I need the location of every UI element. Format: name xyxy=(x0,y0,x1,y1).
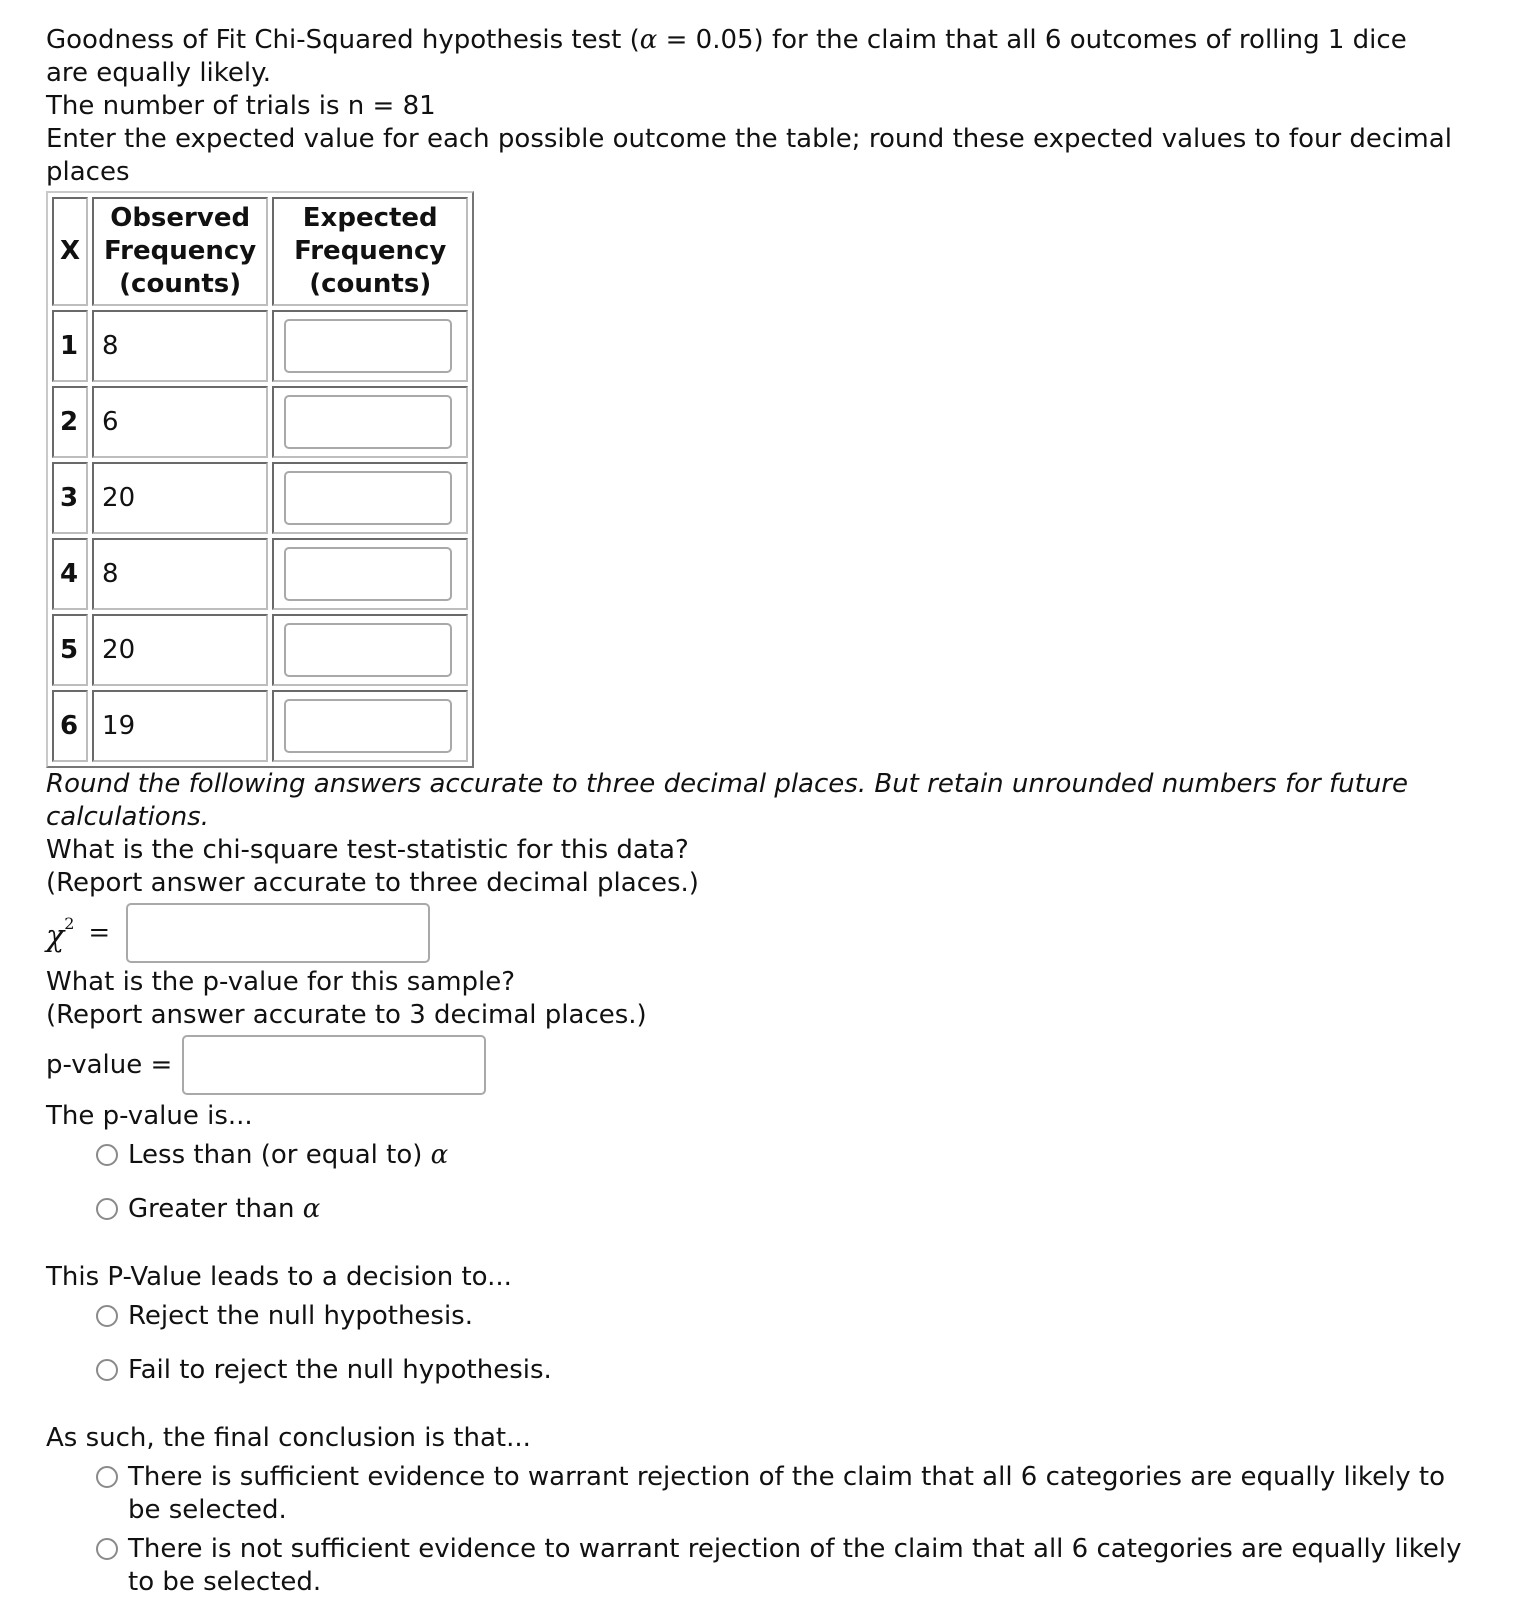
option-not-sufficient-evidence[interactable]: There is not sufficient evidence to warrant rejection of the claim that all 6 categories are equally likely to be selected. xyxy=(96,1533,1476,1599)
p-compare-prompt: The p-value is... xyxy=(46,1101,253,1131)
rounding-note-line-1: Round the following answers accurate to three decimal places. But retain unrounded numbers for future xyxy=(46,769,1408,799)
radio-button[interactable] xyxy=(96,1466,118,1488)
header-observed: Observed Frequency (counts) xyxy=(92,197,268,306)
table-row xyxy=(52,690,468,762)
trials-text: The number of trials is n = 81 xyxy=(46,91,436,121)
row-observed-value: 8 xyxy=(92,310,268,382)
alpha-symbol: α xyxy=(639,25,658,55)
row-x-value: 1 xyxy=(52,310,88,382)
row-x-value: 5 xyxy=(52,614,88,686)
p-report-note: (Report answer accurate to 3 decimal places.) xyxy=(46,1000,647,1030)
row-observed-value: 6 xyxy=(92,386,268,458)
alpha-symbol: α xyxy=(302,1194,321,1224)
table-row xyxy=(52,386,468,458)
expected-input-5[interactable] xyxy=(284,623,452,677)
radio-button[interactable] xyxy=(96,1359,118,1381)
decision-options xyxy=(96,1300,1476,1408)
table-row xyxy=(52,614,468,686)
decision-prompt: This P-Value leads to a decision to... xyxy=(46,1262,512,1292)
option-less-than-alpha[interactable]: Less than (or equal to) α xyxy=(96,1139,1476,1193)
instruction-line-2: places xyxy=(46,157,130,187)
frequency-table xyxy=(46,191,474,768)
chi-report-note: (Report answer accurate to three decimal places.) xyxy=(46,868,699,898)
chi-square-input[interactable] xyxy=(126,903,430,963)
rounding-note-line-2: calculations. xyxy=(46,802,209,832)
row-x-value: 4 xyxy=(52,538,88,610)
p-value-label: p-value = xyxy=(46,1049,173,1080)
intro-line-1: Goodness of Fit Chi-Squared hypothesis test (α = 0.05) for the claim that all 6 outcomes of rolling 1 dice xyxy=(46,25,1407,55)
question-body xyxy=(46,24,1476,1599)
row-observed-value: 8 xyxy=(92,538,268,610)
option-sufficient-evidence[interactable]: There is sufficient evidence to warrant rejection of the claim that all 6 categories are equally likely to be selected. xyxy=(96,1461,1476,1527)
conclusion-prompt: As such, the final conclusion is that... xyxy=(46,1423,531,1453)
row-observed-value: 19 xyxy=(92,690,268,762)
option-fail-to-reject-null[interactable]: Fail to reject the null hypothesis. xyxy=(96,1354,1476,1408)
header-expected: Expected Frequency (counts) xyxy=(272,197,468,306)
table-header-row xyxy=(52,197,468,306)
chi-answer-row xyxy=(46,900,1476,966)
instruction-line-1: Enter the expected value for each possible outcome the table; round these expected values to four decimal xyxy=(46,124,1452,154)
row-x-value: 6 xyxy=(52,690,88,762)
option-greater-than-alpha[interactable]: Greater than α xyxy=(96,1193,1476,1247)
table-row xyxy=(52,310,468,382)
radio-button[interactable] xyxy=(96,1198,118,1220)
table-row xyxy=(52,538,468,610)
radio-button[interactable] xyxy=(96,1144,118,1166)
p-value-input[interactable] xyxy=(182,1035,486,1095)
alpha-symbol: α xyxy=(430,1140,449,1170)
radio-button[interactable] xyxy=(96,1305,118,1327)
header-x: X xyxy=(52,197,88,306)
expected-input-2[interactable] xyxy=(284,395,452,449)
p-compare-options xyxy=(96,1139,1476,1247)
equals-sign: = xyxy=(88,917,111,948)
chi-square-symbol: $\chi^2$ xyxy=(46,914,75,954)
chi-question: What is the chi-square test-statistic for this data? xyxy=(46,835,689,865)
option-reject-null[interactable]: Reject the null hypothesis. xyxy=(96,1300,1476,1354)
intro-line-2: are equally likely. xyxy=(46,58,272,88)
radio-button[interactable] xyxy=(96,1538,118,1560)
expected-input-1[interactable] xyxy=(284,319,452,373)
expected-input-3[interactable] xyxy=(284,471,452,525)
row-observed-value: 20 xyxy=(92,614,268,686)
row-observed-value: 20 xyxy=(92,462,268,534)
expected-input-6[interactable] xyxy=(284,699,452,753)
conclusion-options xyxy=(96,1461,1476,1599)
row-x-value: 3 xyxy=(52,462,88,534)
p-answer-row xyxy=(46,1032,1476,1098)
p-question: What is the p-value for this sample? xyxy=(46,967,516,997)
table-row xyxy=(52,462,468,534)
row-x-value: 2 xyxy=(52,386,88,458)
expected-input-4[interactable] xyxy=(284,547,452,601)
